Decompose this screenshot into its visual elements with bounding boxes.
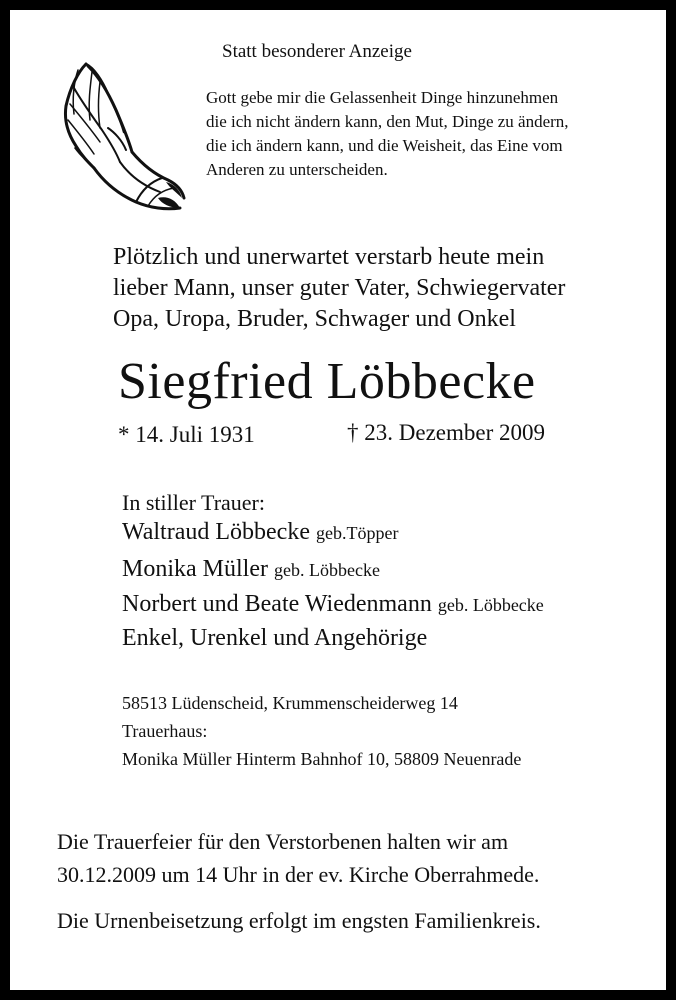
- notice-header: Statt besonderer Anzeige: [222, 41, 412, 62]
- mourner-name: Monika Müller: [122, 556, 268, 582]
- quote-line: die ich nicht ändern kann, den Mut, Dinge zu ändern,: [206, 112, 569, 131]
- mourner-entry: [122, 556, 380, 583]
- serenity-quote: [206, 86, 666, 182]
- mourner-name: Enkel, Urenkel und Angehörige: [122, 625, 428, 651]
- mourner-name: Waltraud Löbbecke: [122, 519, 310, 545]
- intro-line: Plötzlich und unerwartet verstarb heute mein: [113, 244, 545, 270]
- quote-line: Gott gebe mir die Gelassenheit Dinge hinzunehmen: [206, 88, 559, 107]
- intro-text: [113, 242, 565, 335]
- address-line: 58513 Lüdenscheid, Krummenscheiderweg 14: [122, 693, 458, 713]
- mourner-maiden-name: geb.Töpper: [315, 523, 399, 543]
- address-line: Trauerhaus:: [122, 721, 208, 741]
- quote-line: Anderen zu unterscheiden.: [206, 160, 388, 179]
- death-date: † 23. Dezember 2009: [347, 420, 545, 445]
- birth-date: * 14. Juli 1931: [118, 422, 255, 447]
- quote-line: die ich ändern kann, und die Weisheit, das Eine vom: [206, 136, 563, 155]
- urn-burial-info: Die Urnenbeisetzung erfolgt im engsten Familienkreis.: [57, 908, 541, 933]
- service-line: Die Trauerfeier für den Verstorbenen halten wir am: [57, 829, 509, 854]
- praying-hands-icon: [58, 58, 186, 214]
- address-block: [122, 689, 521, 773]
- funeral-service-info: [57, 825, 539, 891]
- intro-line: lieber Mann, unser guter Vater, Schwiegervater: [113, 275, 566, 301]
- address-line: Monika Müller Hinterm Bahnhof 10, 58809 Neuenrade: [122, 749, 522, 769]
- intro-line: Opa, Uropa, Bruder, Schwager und Onkel: [113, 306, 516, 332]
- deceased-name: Siegfried Löbbecke: [118, 353, 536, 410]
- mourner-entry: [122, 591, 544, 618]
- mourner-name: Norbert und Beate Wiedenmann: [122, 591, 432, 617]
- service-line: 30.12.2009 um 14 Uhr in der ev. Kirche Oberrahmede.: [57, 862, 540, 887]
- mourner-entry: [122, 625, 427, 652]
- mourner-maiden-name: geb. Löbbecke: [273, 560, 380, 580]
- mourning-heading: In stiller Trauer:: [122, 490, 265, 515]
- mourner-entry: [122, 519, 398, 546]
- mourner-maiden-name: geb. Löbbecke: [437, 595, 544, 615]
